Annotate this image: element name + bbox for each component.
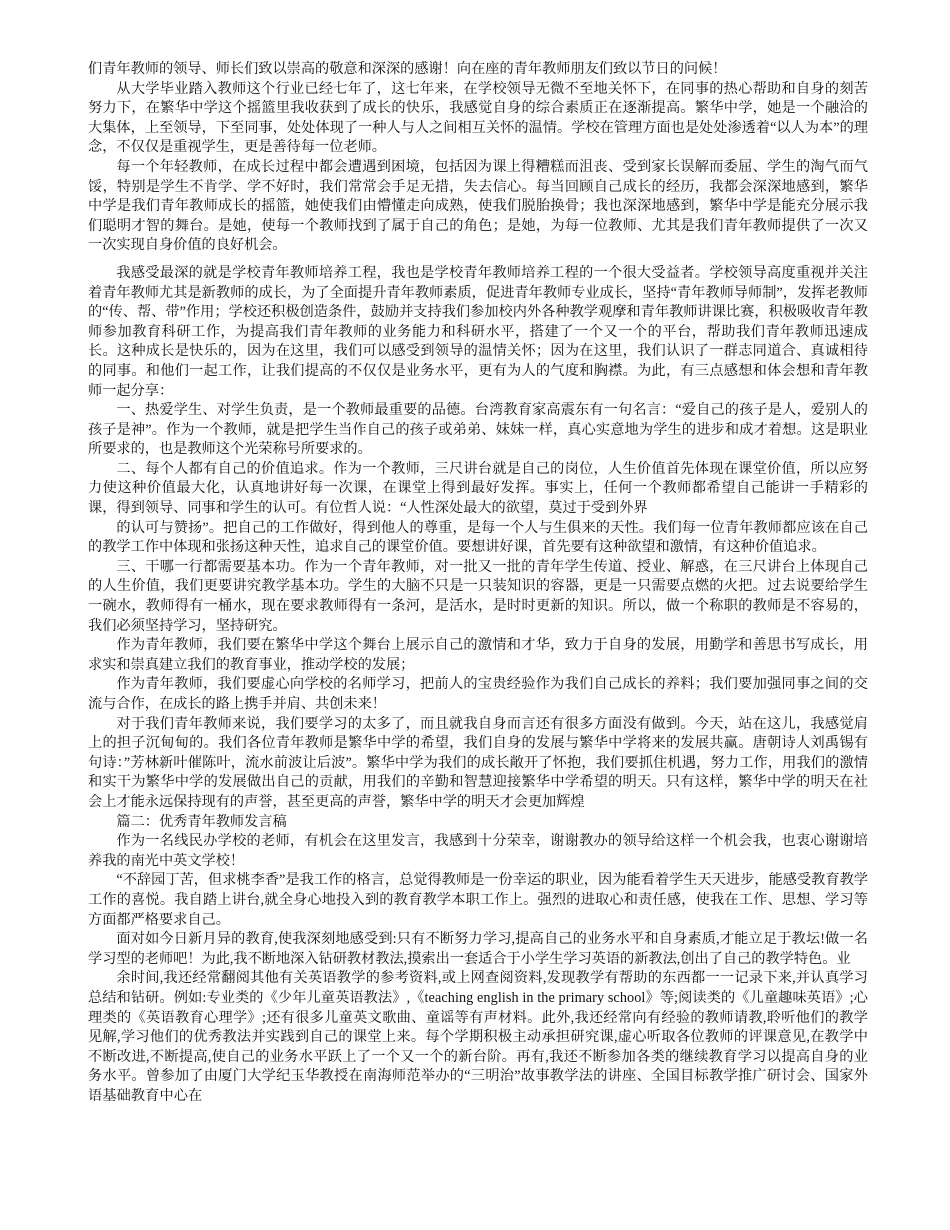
paragraph-seven-years: 从大学毕业踏入教师这个行业已经七年了，这七年来，在学校领导无微不至地关怀下，在同事的热心帮助和自身的刻苦努力下，在繁华中学这个摇篮里我收获到了成长的快乐，我感觉自身的综合素质正在逐渐提高。繁华中学，她是一个融洽的大集体，上至领导，下至同事，处处体现了一种人与人之间相互关怀的温情。学校在管理方面也是处处渗透着“以人为本”的理念，不仅仅是重视学生，更是善待每一位老师。 [88, 80, 868, 156]
paragraph-point-one: 一、热爱学生、对学生负责，是一个教师最重要的品德。台湾教育家高震东有一句名言：“爱自己的孩子是人，爱别人的孩子是神”。作为一个教师，就是把学生当作自己的孩子或弟弟、妹妹一样，真心实意地为学生的进步和成才着想。这是职业所要求的，也是教师这个光荣称号所要求的。 [88, 402, 868, 458]
paragraph-learning-teacher: 面对如今日新月异的教育,使我深刻地感受到:只有不断努力学习,提高自己的业务水平和自身素质,才能立足于教坛!做一名学习型的老师吧！为此,我不断地深入钻研教材教法,摸索出一套适合于小学生学习英语的新教法,创出了自己的教学特色。业 [88, 931, 868, 967]
paragraph-point-three: 三、干哪一行都需要基本功。作为一个青年教师，对一批又一批的青年学生传道、授业、解惑，在三尺讲台上体现自己的人生价值，我们更要讲究教学基本功。学生的大脑不只是一只装知识的容器，更是一只需要点燃的火把。过去说要给学生一碗水，教师得有一桶水，现在要求教师得有一条河，是活水，是时时更新的知识。所以，做一个称职的教师是不容易的，我们必须坚持学习，坚持研究。 [88, 558, 868, 634]
paragraph-young-teachers-growth: 每一个年轻教师，在成长过程中都会遭遇到困境，包括因为课上得糟糕而沮丧、受到家长误解而委屈、学生的淘气而气馁，特别是学生不肯学、学不好时，我们常常会手足无措，失去信心。每当回顾自己成长的经历，我都会深深地感到，繁华中学是我们青年教师成长的摇篮，她使我们由懵懂走向成熟，使我们脱胎换骨；我也深深地感到，繁华中学是能充分展示我们聪明才智的舞台。是她，使每一个教师找到了属于自己的角色；是她，为每一位教师、尤其是我们青年教师提供了一次又一次实现自身价值的良好机会。 [88, 158, 868, 254]
paragraph-point-two-continued: 的认可与赞扬”。把自己的工作做好，得到他人的尊重，是每一个人与生俱来的天性。我们每一位青年教师都应该在自己的教学工作中体现和张扬这种天性，追求自己的课堂价值。要想讲好课，首先要有这种欲望和激情，有这种价值追求。 [88, 519, 868, 556]
paragraph-conclusion: 对于我们青年教师来说，我们要学习的太多了，而且就我自身而言还有很多方面没有做到。今天，站在这儿，我感觉肩上的担子沉甸甸的。我们各位青年教师是繁华中学的希望，我们自身的发展与繁华中学将来的发展共赢。唐朝诗人刘禹锡有句诗：”芳林新叶催陈叶，流水前波让后波”。繁华中学为我们的成长敞开了怀抱，我们要抓住机遇，努力工作，用我们的激情和实干为繁华中学的发展做出自己的贡献，用我们的辛勤和智慧迎接繁华中学希望的明天。只有这样，繁华中学的明天在社会上才能永远保持现有的声誉，甚至更高的声誉，繁华中学的明天才会更加辉煌 [88, 715, 868, 810]
paragraph-greeting: 们青年教师的领导、师长们致以崇高的敬意和深深的感谢！向在座的青年教师朋友们致以节日的问候！ [88, 61, 727, 77]
paragraph-training-project: 我感受最深的就是学校青年教师培养工程，我也是学校青年教师培养工程的一个很大受益者。学校领导高度重视并关注着青年教师尤其是新教师的成长，为了全面提升青年教师素质，促进青年教师专业成长，坚持“青年教师导师制”，发挥老教师的“传、帮、带”作用；学校还积极创造条件，鼓励并支持我们参加校内外各种教学观摩和青年教师讲课比赛，积极吸收青年教师参加教育科研工作，为提高我们青年教师的业务能力和科研水平，搭建了一个又一个的平台，帮助我们青年教师迅速成长。这种成长是快乐的，因为在这里，我们可以感受到领导的温情关怀；因为在这里，我们认识了一群志同道合、真诚相待的同事。和他们一起工作，让我们提高的不仅仅是业务水平，更有为人的气度和胸襟。为此，有三点感想和体会想和青年教师一起分享： [88, 264, 868, 399]
paragraph-stage-passion: 作为青年教师，我们要在繁华中学这个舞台上展示自己的激情和才华，致力于自身的发展，用勤学和善思书写成长，用求实和崇真建立我们的教育事业，推动学校的发展； [88, 637, 868, 673]
paragraph-point-two: 二、每个人都有自己的价值追求。作为一个教师，三尺讲台就是自己的岗位，人生价值首先体现在课堂价值，所以应努力使这种价值最大化，认真地讲好每一次课，在课堂上得到最好发挥。事实上，任何一个教师都希望自己能讲一手精彩的课，得到领导、同事和学生的认可。有位哲人说：“人性深处最大的欲望，莫过于受到外界 [88, 460, 868, 517]
paragraph-motto: “不辞园丁苦，但求桃李香”是我工作的格言，总觉得教师是一份幸运的职业，因为能看着学生天天进步，能感受教育教学工作的喜悦。我自踏上讲台,就全身心地投入到的教育教学本职工作上。强烈的进取心和责任感，使我在工作、思想、学习等方面都严格要求自己。 [88, 872, 868, 928]
paragraph-spare-time-study: 余时间,我还经常翻阅其他有关英语教学的参考资料,或上网查阅资料,发现教学有帮助的东西都一一记录下来,并认真学习总结和钻研。例如:专业类的《少年儿童英语教法》,《teaching english in the primary school》等;阅读类的《儿童趣味英语》;心理类的《英语教育心理学》;还有很多儿童英文歌曲、童谣等有声材料。此外,我还经常向有经验的教师请教,聆听他们的教学见解,学习他们的优秀教法并实践到自己的课堂上来。每个学期积极主动承担研究课,虚心听取各位教师的评课意见,在教学中不断改进,不断提高,使自己的业务水平跃上了一个又一个的新台阶。再有,我还不断参加各类的继续教育学习以提高自身的业务水平。曾参加了由厦门大学纪玉华教授在南海师范举办的“三明治”故事教学法的讲座、全国目标教学推广研讨会、国家外语基础教育中心在 [88, 970, 868, 1104]
paragraph-learn-from-masters: 作为青年教师，我们要虚心向学校的名师学习，把前人的宝贵经验作为我们自己成长的养料；我们要加强同事之间的交流与合作，在成长的路上携手并肩、共创未来！ [88, 676, 868, 712]
section-heading-part-two: 篇二：优秀青年教师发言稿 [116, 813, 287, 830]
paragraph-private-school: 作为一名线民办学校的老师，有机会在这里发言，我感到十分荣幸，谢谢教办的领导给这样一个机会我，也衷心谢谢培养我的南光中英文学校！ [88, 833, 868, 869]
